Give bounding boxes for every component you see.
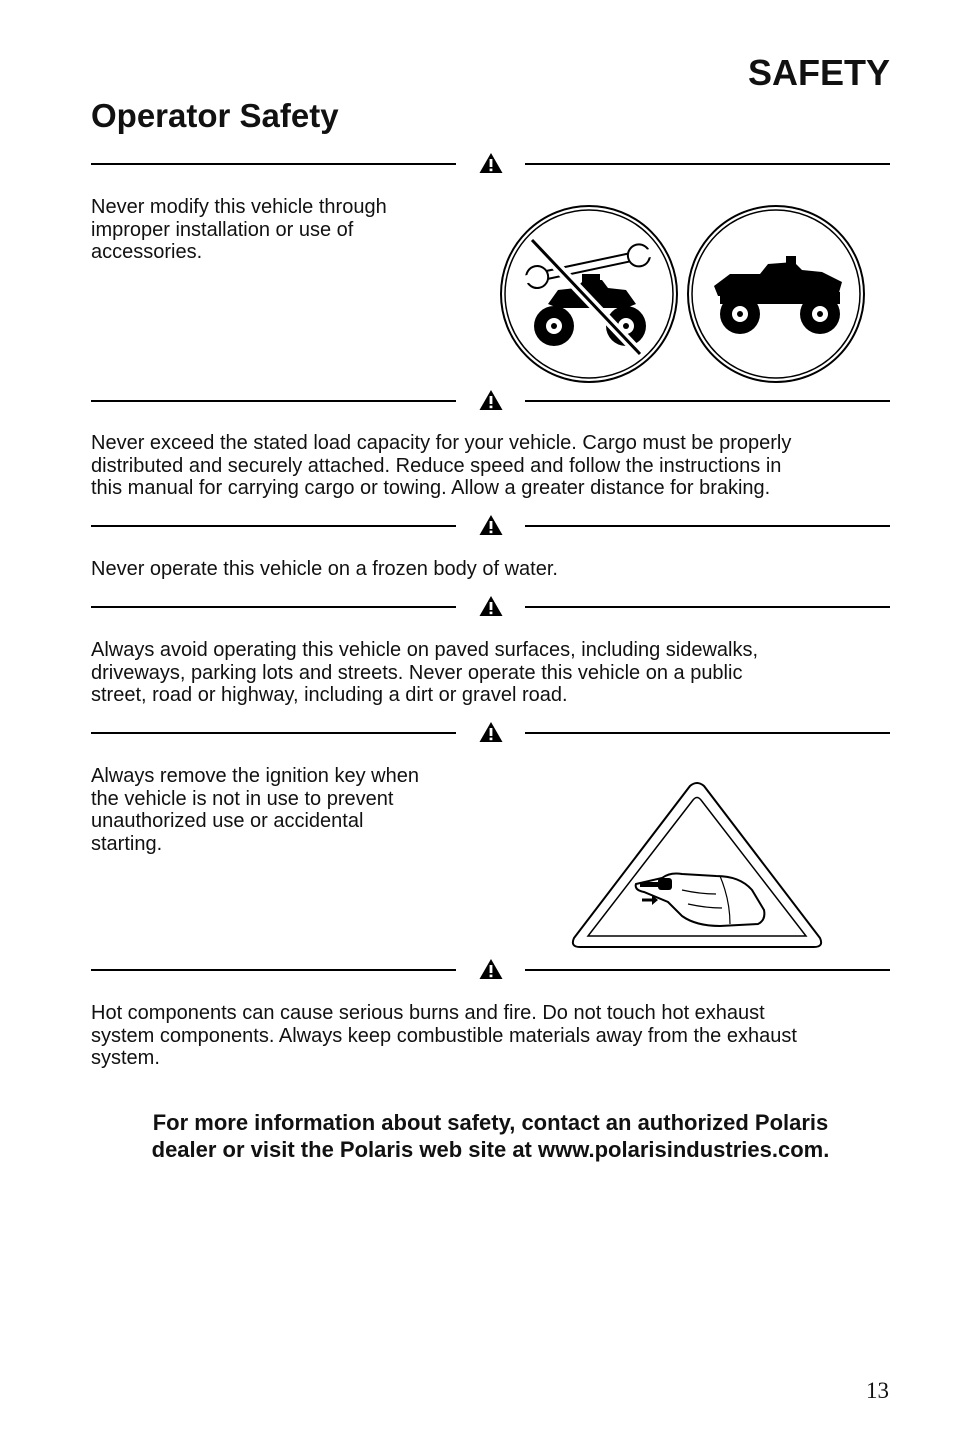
separator-line-right [525, 606, 890, 608]
stock-atv-icon [688, 206, 864, 382]
separator-line-right [525, 525, 890, 527]
warning-text-hot-components: Hot components can cause serious burns and fire. Do not touch hot exhaust system components. Always keep combustible materials away from the exhaust system. [91, 1002, 797, 1070]
no-modification-atv-icon [501, 206, 677, 382]
warning-triangle-icon [478, 594, 504, 618]
separator-line-left [91, 969, 456, 971]
warning-separator [91, 957, 890, 983]
remove-ignition-key-icon [570, 780, 824, 950]
warning-separator [91, 513, 890, 539]
page-title: Operator Safety [91, 97, 339, 134]
page-number: 13 [866, 1378, 889, 1403]
separator-line-left [91, 606, 456, 608]
separator-line-left [91, 163, 456, 165]
warning-separator [91, 720, 890, 746]
warning-text-modification: Never modify this vehicle through improper installation or use of accessories. [91, 196, 387, 264]
warning-separator [91, 594, 890, 620]
separator-line-left [91, 732, 456, 734]
closing-note: For more information about safety, contact an authorized Polaris dealer or visit the Polaris web site at www.polarisindustries.com. [151, 1110, 830, 1162]
separator-line-right [525, 400, 890, 402]
modification-illustration [498, 204, 868, 386]
warning-text-load-capacity: Never exceed the stated load capacity for your vehicle. Cargo must be properly distributed and securely attached. Reduce speed and follow the instructions in this manual for carrying cargo or towing. Allow a greater distance for braking. [91, 432, 792, 500]
warning-triangle-icon [478, 720, 504, 744]
warning-text-paved-surfaces: Always avoid operating this vehicle on paved surfaces, including sidewalks, driveways, parking lots and streets. Never operate this vehicle on a public street, road or highway, including a dirt or gravel road. [91, 639, 759, 707]
warning-triangle-icon [478, 513, 504, 537]
warning-separator [91, 151, 890, 177]
warning-separator [91, 388, 890, 414]
section-title: SAFETY [747, 52, 890, 93]
warning-text-frozen-water: Never operate this vehicle on a frozen body of water. [91, 558, 558, 580]
warning-triangle-icon [478, 957, 504, 981]
warning-text-ignition-key: Always remove the ignition key when the vehicle is not in use to prevent unauthorized use or accidental starting. [91, 765, 419, 856]
separator-line-right [525, 969, 890, 971]
separator-line-right [525, 732, 890, 734]
separator-line-left [91, 400, 456, 402]
warning-triangle-icon [478, 388, 504, 412]
separator-line-right [525, 163, 890, 165]
separator-line-left [91, 525, 456, 527]
warning-triangle-icon [478, 151, 504, 175]
